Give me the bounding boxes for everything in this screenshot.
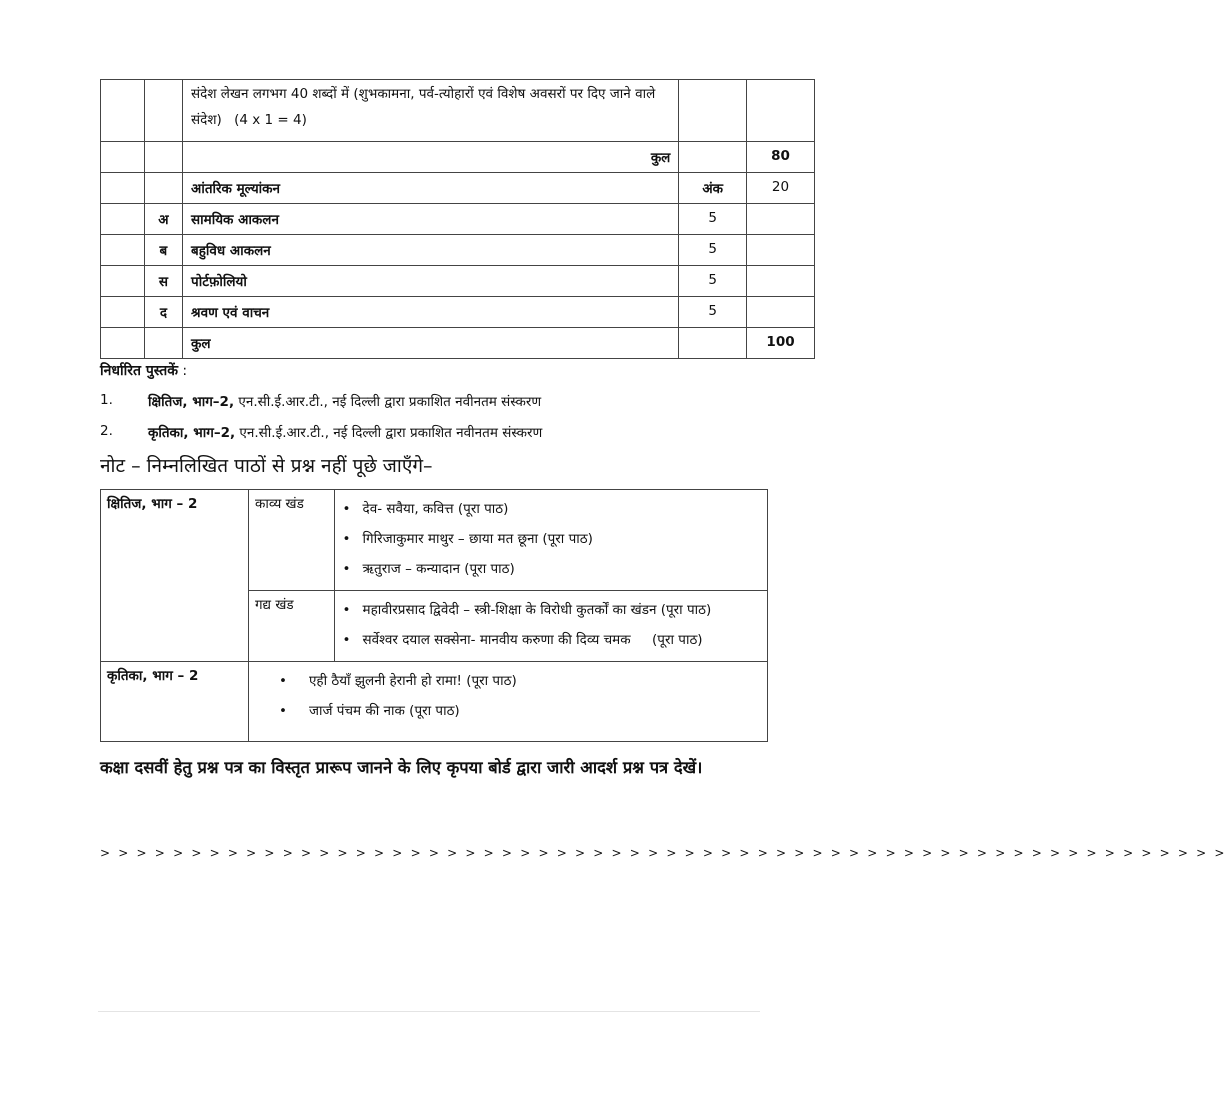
book-title: कृतिका, भाग–2, — [148, 425, 236, 441]
message-writing-cell — [183, 80, 679, 142]
table-row — [101, 173, 815, 204]
item-label: श्रवण एवं वाचन — [183, 297, 679, 328]
list-item: • एही ठैयाँ झुलनी हेरानी हो रामा! (पूरा पाठ) — [249, 666, 767, 696]
item-marks: 5 — [679, 235, 747, 266]
grand-total-label: कुल — [183, 328, 679, 359]
book-item: 1. क्षितिज, भाग–2, एन.सी.ई.आर.टी., नई दिल्ली द्वारा प्रकाशित नवीनतम संस्करण — [100, 392, 542, 410]
table-row — [101, 204, 815, 235]
section-label: गद्य खंड — [248, 591, 334, 662]
table-row — [101, 297, 815, 328]
poetry-list — [335, 490, 767, 590]
list-item: • ऋतुराज – कन्यादान (पूरा पाठ) — [335, 554, 767, 584]
item-label: बहुविध आकलन — [183, 235, 679, 266]
item-letter: अ — [144, 204, 182, 235]
separator-line: > > > > > > > > > > > > > > > > > > > > > > > > > > > > > > > > > > > > > > > > > > > > > > > > > > > > > > > > > > > > > > — [100, 846, 1227, 860]
book-item: 2. कृतिका, भाग–2, एन.सी.ई.आर.टी., नई दिल्ली द्वारा प्रकाशित नवीनतम संस्करण — [100, 423, 543, 441]
prose-list — [335, 591, 767, 661]
table-row — [101, 662, 768, 742]
note-heading: नोट – निम्नलिखित पाठों से प्रश्न नहीं पूछे जाएँगे– — [100, 455, 433, 477]
total-label: कुल — [183, 142, 679, 173]
prescribed-books-heading: निर्धारित पुस्तकें : — [100, 363, 188, 379]
table-row — [101, 328, 815, 359]
table-row — [101, 235, 815, 266]
item-letter: द — [144, 297, 182, 328]
marks-table — [100, 79, 815, 359]
item-marks: 5 — [679, 204, 747, 235]
page-divider — [98, 1011, 760, 1012]
kritika-list — [249, 662, 767, 732]
item-letter: ब — [144, 235, 182, 266]
book-name-cell — [101, 490, 249, 662]
grand-total-value: 100 — [747, 328, 815, 359]
book-title: क्षितिज, भाग–2, — [148, 394, 235, 410]
list-item: • जार्ज पंचम की नाक (पूरा पाठ) — [249, 696, 767, 726]
table-row — [101, 490, 768, 591]
book-name: कृतिका, भाग – 2 — [107, 668, 199, 684]
message-writing-text: संदेश लेखन लगभग 40 शब्दों में (शुभकामना, पर्व-त्योहारों एवं विशेष अवसरों पर दिए जाने वाले संदेश) — [191, 86, 656, 128]
message-writing-marks-note: (4 x 1 = 4) — [234, 112, 307, 128]
item-label: सामयिक आकलन — [183, 204, 679, 235]
list-item: • महावीरप्रसाद द्विवेदी – स्त्री-शिक्षा के विरोधी कुतर्कों का खंडन (पूरा पाठ) — [335, 595, 767, 625]
table-row — [101, 142, 815, 173]
internal-assessment-label: आंतरिक मूल्यांकन — [183, 173, 679, 204]
list-item: • देव- सवैया, कवित्त (पूरा पाठ) — [335, 494, 767, 524]
marks-header: अंक — [679, 173, 747, 204]
book-name: क्षितिज, भाग – 2 — [107, 496, 198, 512]
item-label: पोर्टफ़ोलियो — [183, 266, 679, 297]
section-label: काव्य खंड — [248, 490, 334, 591]
list-item: • सर्वेश्वर दयाल सक्सेना- मानवीय करुणा की दिव्य चमक (पूरा पाठ) — [335, 625, 767, 655]
excluded-chapters-table — [100, 489, 768, 742]
book-name-cell — [101, 662, 249, 742]
total-value: 80 — [747, 142, 815, 173]
item-marks: 5 — [679, 297, 747, 328]
footnote: कक्षा दसवीं हेतु प्रश्न पत्र का विस्तृत प्रारूप जानने के लिए कृपया बोर्ड द्वारा जारी आदर्श प्रश्न पत्र देखें। — [100, 758, 703, 777]
item-marks: 5 — [679, 266, 747, 297]
table-row — [101, 266, 815, 297]
list-item: • गिरिजाकुमार माथुर – छाया मत छूना (पूरा पाठ) — [335, 524, 767, 554]
table-row — [101, 80, 815, 142]
internal-assessment-value: 20 — [747, 173, 815, 204]
item-letter: स — [144, 266, 182, 297]
